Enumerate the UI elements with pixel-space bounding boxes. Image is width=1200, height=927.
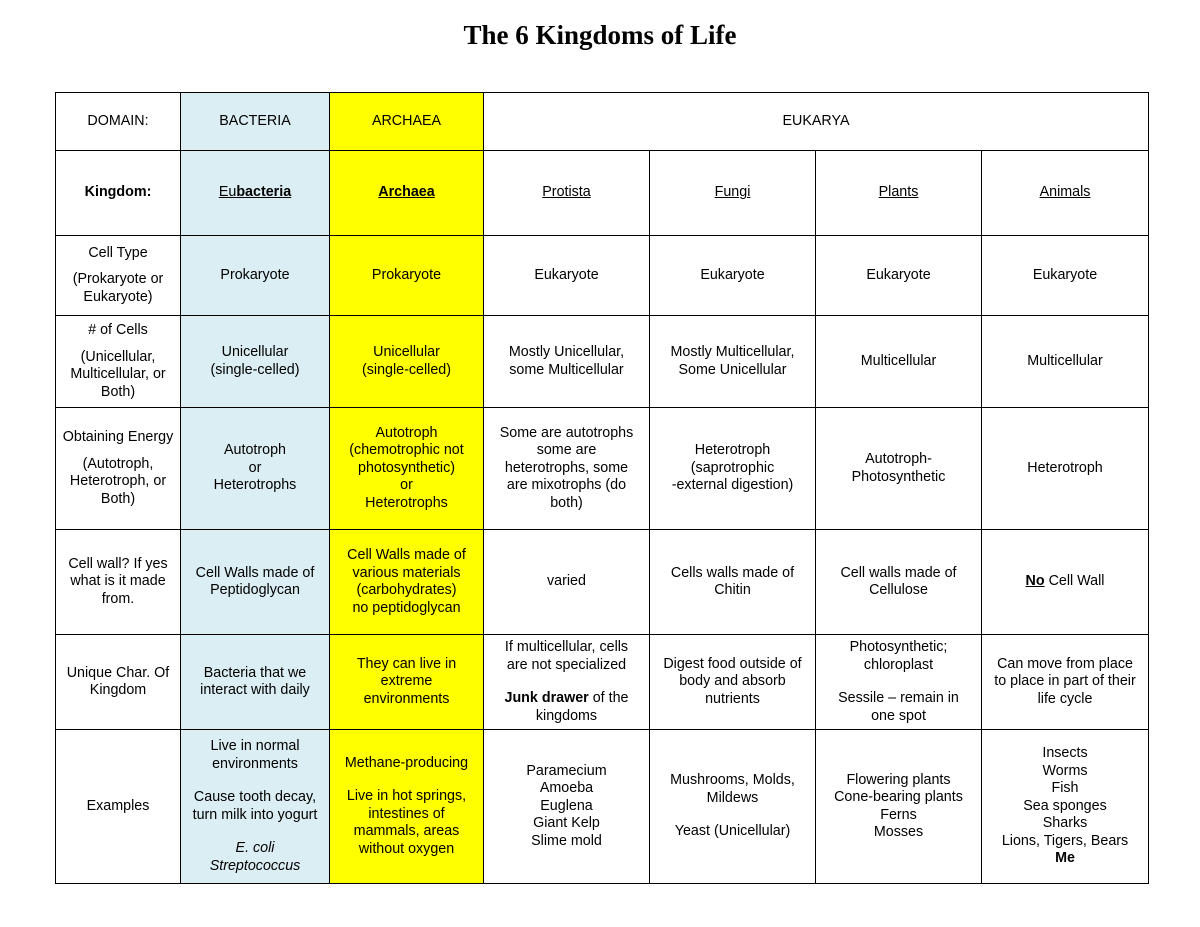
text-line: turn milk into yogurt	[192, 806, 318, 823]
cell-type-label-line: Cell Type	[88, 244, 148, 261]
page-title: The 6 Kingdoms of Life	[463, 20, 737, 50]
examples-protista	[484, 730, 650, 884]
cell-type-plants: Eukaryote	[816, 236, 982, 316]
text-line: Autotroph-	[865, 451, 932, 467]
text-line: Yeast (Unicellular)	[674, 823, 791, 840]
text-line: to place in part of their	[994, 673, 1136, 690]
text-line: Mostly Unicellular,	[508, 344, 625, 360]
text-line: Cone-bearing plants	[834, 789, 963, 805]
text-line: environments	[363, 690, 450, 707]
domain-bacteria: BACTERIA	[181, 93, 330, 151]
text-line: Cellulose	[869, 582, 928, 598]
text-line: Digest food outside of	[663, 655, 802, 672]
text-line: interact with daily	[200, 682, 310, 698]
kingdom-animals	[982, 151, 1149, 236]
text-line: Worms	[1042, 762, 1088, 779]
unique-animals	[982, 635, 1149, 730]
text-line: Photosynthetic;	[849, 639, 948, 655]
text-line: Euglena	[540, 797, 593, 814]
text-fragment: of the	[588, 690, 629, 706]
text-line: If multicellular, cells	[504, 639, 629, 655]
cell-type-label	[56, 236, 181, 316]
cell-wall-protista: varied	[484, 530, 650, 635]
unique-label: Unique Char. Of Kingdom	[56, 635, 181, 730]
text-line: one spot	[871, 707, 926, 724]
text-line: (single-celled)	[210, 361, 300, 378]
text-line: Can move from place	[997, 655, 1133, 672]
examples-archaea	[330, 730, 484, 884]
text-line: Flowering plants	[846, 771, 951, 788]
text-line: both)	[550, 494, 583, 511]
text-line: Cells walls made of	[670, 564, 795, 581]
examples-row	[56, 730, 1149, 884]
cell-type-fungi: Eukaryote	[650, 236, 816, 316]
text-line: Heterotrophs	[213, 477, 297, 494]
text-line: Some Unicellular	[678, 361, 787, 378]
text-line: Bacteria that we	[203, 664, 307, 681]
me-emphasis: Me	[1055, 850, 1075, 867]
text-line: chloroplast	[863, 656, 934, 673]
text-line: Mushrooms, Molds,	[670, 772, 795, 789]
num-cells-archaea	[330, 316, 484, 408]
examples-plants	[816, 730, 982, 884]
text-line: no peptidoglycan	[352, 599, 461, 616]
examples-fungi	[650, 730, 816, 884]
animals-name: Animals	[1039, 184, 1091, 201]
kingdom-eubacteria	[181, 151, 330, 236]
species-name: E. coli	[235, 840, 275, 856]
text-line: Methane-producing	[344, 754, 469, 771]
text-line: Unicellular	[373, 344, 440, 360]
unique-archaea	[330, 635, 484, 730]
text-line: body and absorb	[679, 673, 786, 690]
text-line: Slime mold	[531, 832, 602, 849]
text-line: Peptidoglycan	[210, 582, 300, 598]
unique-plants	[816, 635, 982, 730]
text-line: nutrients	[705, 690, 760, 707]
text-line: Cell walls made of	[840, 564, 957, 581]
text-line: heterotrophs, some	[504, 459, 629, 476]
num-cells-row	[56, 316, 1149, 408]
domain-eukarya: EUKARYA	[484, 93, 1149, 151]
text-line: Mostly Multicellular,	[670, 344, 795, 360]
text-line: Heterotrophs	[365, 494, 448, 511]
text-line: some are	[536, 442, 597, 459]
cell-wall-plants	[816, 530, 982, 635]
cell-type-bacteria: Prokaryote	[181, 236, 330, 316]
cell-type-label-hint: (Prokaryote or Eukaryote)	[72, 271, 164, 305]
unique-protista	[484, 635, 650, 730]
examples-animals	[982, 730, 1149, 884]
cell-type-animals: Eukaryote	[982, 236, 1149, 316]
num-cells-protista	[484, 316, 650, 408]
text-line: Mildews	[706, 789, 759, 806]
text-line: They can live in	[356, 655, 457, 672]
num-cells-label-hint: (Unicellular, Multicellular, or Both)	[70, 348, 166, 400]
text-line: (chemotrophic not	[349, 442, 464, 459]
text-line: -external digestion)	[671, 477, 794, 494]
cell-type-row	[56, 236, 1149, 316]
num-cells-animals: Multicellular	[982, 316, 1149, 408]
domain-archaea: ARCHAEA	[330, 93, 484, 151]
text-line: Cell Walls made of	[347, 547, 466, 563]
text-line: Live in normal	[210, 738, 300, 754]
text-line: (saprotrophic	[690, 459, 775, 476]
junk-drawer-emphasis: Junk drawer	[504, 690, 589, 706]
num-cells-label-line: # of Cells	[88, 322, 148, 338]
text-line: Fish	[1051, 780, 1079, 797]
text-line: mammals, areas	[353, 823, 460, 840]
energy-plants	[816, 408, 982, 530]
cell-wall-archaea	[330, 530, 484, 635]
text-line: (single-celled)	[362, 361, 451, 378]
domain-row	[56, 93, 1149, 151]
cell-wall-fungi	[650, 530, 816, 635]
eubacteria-bold: bacteria	[236, 184, 292, 201]
text-line: Unicellular	[221, 344, 289, 360]
text-line: photosynthetic)	[358, 459, 455, 476]
unique-row	[56, 635, 1149, 730]
kingdom-plants	[816, 151, 982, 236]
kingdom-fungi	[650, 151, 816, 236]
text-line: (carbohydrates)	[356, 582, 457, 598]
cell-wall-animals	[982, 530, 1149, 635]
text-line: environments	[212, 755, 298, 772]
archaea-name: Archaea	[378, 184, 435, 201]
text-line: Photosynthetic	[851, 468, 946, 485]
text-line: are not specialized	[506, 656, 627, 673]
energy-label	[56, 408, 181, 530]
num-cells-label	[56, 316, 181, 408]
text-line: Autotroph	[224, 442, 286, 459]
num-cells-bacteria	[181, 316, 330, 408]
text-line: Some are autotrophs	[499, 424, 634, 441]
energy-row	[56, 408, 1149, 530]
cell-wall-row	[56, 530, 1149, 635]
cell-wall-label: Cell wall? If yes what is it made from.	[56, 530, 181, 635]
plants-name: Plants	[878, 184, 919, 201]
kingdom-row	[56, 151, 1149, 236]
eubacteria-prefix: Eu	[218, 184, 237, 201]
text-line: extreme	[380, 673, 433, 690]
text-line: Sharks	[1042, 815, 1088, 832]
examples-bacteria	[181, 730, 330, 884]
text-line: kingdoms	[535, 707, 598, 724]
cell-type-protista: Eukaryote	[484, 236, 650, 316]
text-line	[488, 690, 645, 708]
kingdom-archaea	[330, 151, 484, 236]
energy-animals: Heterotroph	[982, 408, 1149, 530]
energy-label-hint: (Autotroph, Heterotroph, or Both)	[69, 455, 167, 507]
kingdom-label: Kingdom:	[56, 151, 181, 236]
text-line: Live in hot springs,	[346, 788, 467, 805]
cell-wall-bacteria	[181, 530, 330, 635]
text-line: Mosses	[873, 824, 924, 840]
domain-label: DOMAIN:	[56, 93, 181, 151]
text-line: Giant Kelp	[533, 815, 600, 832]
energy-archaea	[330, 408, 484, 530]
text-line: various materials	[352, 564, 461, 581]
energy-bacteria	[181, 408, 330, 530]
text-line: without oxygen	[358, 840, 455, 857]
text-line: Cause tooth decay,	[193, 789, 317, 805]
protista-name: Protista	[542, 184, 591, 201]
energy-label-line: Obtaining Energy	[62, 429, 174, 445]
num-cells-fungi	[650, 316, 816, 408]
text-line: Cell Walls made of	[195, 564, 315, 581]
no-emphasis: No	[1025, 573, 1045, 590]
text-line: Amoeba	[539, 780, 594, 797]
text-line: Chitin	[714, 582, 751, 598]
kingdom-protista	[484, 151, 650, 236]
text-line: Heterotroph	[694, 442, 771, 459]
energy-fungi	[650, 408, 816, 530]
text-line: Sea sponges	[1023, 797, 1107, 814]
cell-type-archaea: Prokaryote	[330, 236, 484, 316]
unique-fungi	[650, 635, 816, 730]
text-line: or	[400, 477, 413, 494]
text-line: Sessile – remain in	[838, 690, 959, 706]
fungi-name: Fungi	[714, 184, 751, 201]
num-cells-plants: Multicellular	[816, 316, 982, 408]
cell-wall-text: Cell Wall	[1044, 573, 1105, 590]
text-line: life cycle	[1037, 690, 1093, 707]
kingdoms-table	[55, 92, 1149, 884]
text-line: intestines of	[368, 805, 445, 822]
text-line: Autotroph	[375, 424, 438, 441]
text-line: or	[248, 459, 262, 476]
text-line: Ferns	[880, 806, 917, 823]
text-line: Lions, Tigers, Bears	[1001, 832, 1129, 849]
text-line: Insects	[1042, 745, 1088, 762]
examples-label: Examples	[56, 730, 181, 884]
text-line: Paramecium	[526, 762, 607, 779]
text-line: are mixotrophs (do	[506, 477, 627, 494]
species-name: Streptococcus	[209, 857, 301, 874]
text-line: some Multicellular	[509, 361, 624, 378]
unique-bacteria	[181, 635, 330, 730]
energy-protista	[484, 408, 650, 530]
